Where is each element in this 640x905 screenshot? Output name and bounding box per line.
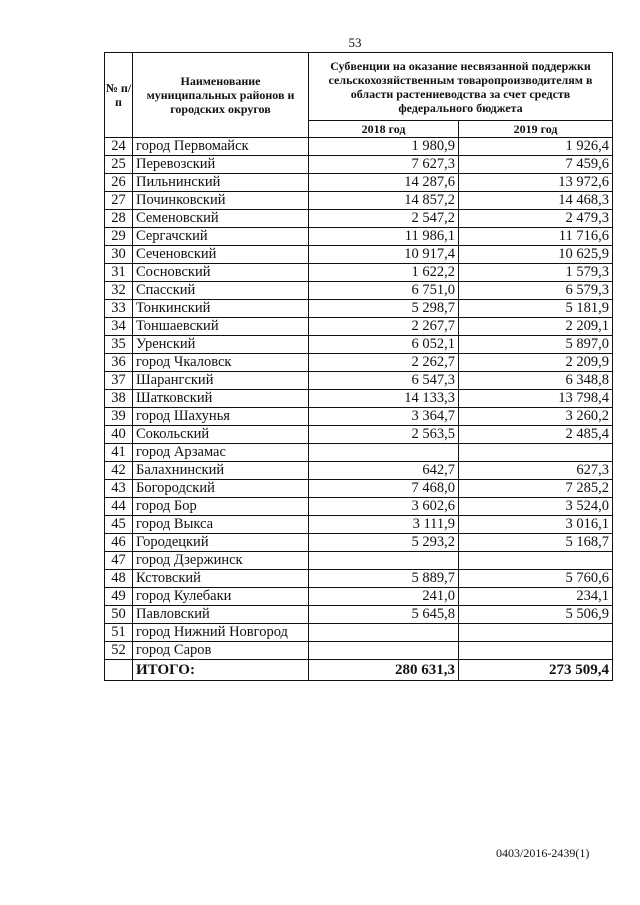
row-value-2018: 5 293,2: [309, 534, 459, 552]
table-row: [105, 480, 613, 498]
row-value-2018: 7 627,3: [309, 156, 459, 174]
table-row: [105, 606, 613, 624]
header-no: № п/п: [105, 53, 133, 138]
row-name: Уренский: [133, 336, 309, 354]
row-index: 50: [105, 606, 133, 624]
row-value-2018: 1 622,2: [309, 264, 459, 282]
row-value-2019: 3 524,0: [459, 498, 613, 516]
row-value-2019: [459, 444, 613, 462]
row-value-2019: 627,3: [459, 462, 613, 480]
row-name: Шарангский: [133, 372, 309, 390]
table-row: [105, 282, 613, 300]
row-value-2018: 11 986,1: [309, 228, 459, 246]
table-row: [105, 552, 613, 570]
row-index: 46: [105, 534, 133, 552]
row-index: 33: [105, 300, 133, 318]
row-name: Кстовский: [133, 570, 309, 588]
row-name: город Выкса: [133, 516, 309, 534]
row-name: Балахнинский: [133, 462, 309, 480]
row-value-2019: 2 209,1: [459, 318, 613, 336]
row-value-2019: 6 348,8: [459, 372, 613, 390]
row-value-2019: 5 506,9: [459, 606, 613, 624]
row-index: 43: [105, 480, 133, 498]
row-value-2018: 3 111,9: [309, 516, 459, 534]
total-2019: 273 509,4: [459, 660, 613, 681]
row-value-2018: 10 917,4: [309, 246, 459, 264]
row-index: 37: [105, 372, 133, 390]
row-name: Перевозский: [133, 156, 309, 174]
row-value-2018: 14 133,3: [309, 390, 459, 408]
row-value-2018: 2 563,5: [309, 426, 459, 444]
table-row: [105, 444, 613, 462]
row-value-2018: 7 468,0: [309, 480, 459, 498]
row-value-2018: 3 602,6: [309, 498, 459, 516]
row-name: Богородский: [133, 480, 309, 498]
row-value-2019: 11 716,6: [459, 228, 613, 246]
row-index: 38: [105, 390, 133, 408]
table-row: [105, 300, 613, 318]
total-label: ИТОГО:: [133, 660, 309, 681]
table-row: [105, 228, 613, 246]
row-value-2019: 13 798,4: [459, 390, 613, 408]
row-name: город Кулебаки: [133, 588, 309, 606]
row-value-2019: 14 468,3: [459, 192, 613, 210]
row-name: город Саров: [133, 642, 309, 660]
row-value-2018: 2 547,2: [309, 210, 459, 228]
row-value-2018: 5 889,7: [309, 570, 459, 588]
row-value-2019: [459, 624, 613, 642]
row-value-2019: 3 016,1: [459, 516, 613, 534]
table-row: [105, 426, 613, 444]
table-row: [105, 408, 613, 426]
row-name: Сеченовский: [133, 246, 309, 264]
row-index: 31: [105, 264, 133, 282]
total-row: [105, 660, 613, 681]
row-value-2019: 13 972,6: [459, 174, 613, 192]
row-value-2018: 6 751,0: [309, 282, 459, 300]
row-index: 42: [105, 462, 133, 480]
row-index: 28: [105, 210, 133, 228]
row-value-2019: 5 897,0: [459, 336, 613, 354]
table-row: [105, 498, 613, 516]
row-value-2019: 10 625,9: [459, 246, 613, 264]
row-value-2018: 642,7: [309, 462, 459, 480]
row-name: Шатковский: [133, 390, 309, 408]
row-index: 48: [105, 570, 133, 588]
row-value-2019: [459, 642, 613, 660]
row-value-2019: [459, 552, 613, 570]
row-index: 41: [105, 444, 133, 462]
row-name: Павловский: [133, 606, 309, 624]
row-index: 39: [105, 408, 133, 426]
row-value-2018: 2 267,7: [309, 318, 459, 336]
row-value-2019: 5 760,6: [459, 570, 613, 588]
total-2018: 280 631,3: [309, 660, 459, 681]
table-row: [105, 570, 613, 588]
row-name: город Первомайск: [133, 138, 309, 156]
row-name: Тоншаевский: [133, 318, 309, 336]
row-name: Починковский: [133, 192, 309, 210]
row-name: Городецкий: [133, 534, 309, 552]
table-row: [105, 372, 613, 390]
table-row: [105, 336, 613, 354]
row-index: 29: [105, 228, 133, 246]
row-value-2018: 5 645,8: [309, 606, 459, 624]
row-value-2019: 3 260,2: [459, 408, 613, 426]
row-name: Тонкинский: [133, 300, 309, 318]
row-value-2019: 1 926,4: [459, 138, 613, 156]
row-index: 24: [105, 138, 133, 156]
row-index: 27: [105, 192, 133, 210]
page-number: 53: [348, 35, 362, 50]
row-index: 40: [105, 426, 133, 444]
table-row: [105, 624, 613, 642]
row-index: 45: [105, 516, 133, 534]
row-value-2019: 234,1: [459, 588, 613, 606]
row-index: 51: [105, 624, 133, 642]
total-index: [105, 660, 133, 681]
row-name: Сергачский: [133, 228, 309, 246]
row-name: город Нижний Новгород: [133, 624, 309, 642]
row-index: 44: [105, 498, 133, 516]
header-year-2018: 2018 год: [309, 121, 459, 138]
row-name: город Чкаловск: [133, 354, 309, 372]
row-value-2018: [309, 552, 459, 570]
row-name: Пильнинский: [133, 174, 309, 192]
table-row: [105, 246, 613, 264]
table-row: [105, 210, 613, 228]
row-value-2018: [309, 444, 459, 462]
row-value-2019: 2 479,3: [459, 210, 613, 228]
row-index: 25: [105, 156, 133, 174]
row-value-2019: 2 485,4: [459, 426, 613, 444]
table-row: [105, 156, 613, 174]
row-index: 32: [105, 282, 133, 300]
row-value-2018: 6 547,3: [309, 372, 459, 390]
row-index: 47: [105, 552, 133, 570]
row-index: 49: [105, 588, 133, 606]
table-row: [105, 318, 613, 336]
table-row: [105, 462, 613, 480]
table-row: [105, 354, 613, 372]
row-value-2019: 7 459,6: [459, 156, 613, 174]
row-value-2018: [309, 624, 459, 642]
row-value-2019: 5 168,7: [459, 534, 613, 552]
table-row: [105, 264, 613, 282]
document-code: 0403/2016-2439(1): [496, 846, 590, 860]
row-value-2019: 5 181,9: [459, 300, 613, 318]
row-name: город Дзержинск: [133, 552, 309, 570]
table-row: [105, 516, 613, 534]
table-row: [105, 192, 613, 210]
row-value-2018: 14 287,6: [309, 174, 459, 192]
row-index: 35: [105, 336, 133, 354]
row-index: 26: [105, 174, 133, 192]
row-value-2019: 1 579,3: [459, 264, 613, 282]
table-row: [105, 534, 613, 552]
header-subsidy: Субвенции на оказание несвязанной поддержки сельскохозяйственным товаропроизводителям в области растениеводства за счет средств федерального бюджета: [309, 53, 613, 121]
row-name: город Арзамас: [133, 444, 309, 462]
table-row: [105, 390, 613, 408]
row-value-2018: 3 364,7: [309, 408, 459, 426]
row-index: 36: [105, 354, 133, 372]
row-value-2018: 241,0: [309, 588, 459, 606]
row-value-2018: 14 857,2: [309, 192, 459, 210]
row-value-2019: 6 579,3: [459, 282, 613, 300]
row-value-2019: 2 209,9: [459, 354, 613, 372]
header-name: Наименование муниципальных районов и городских округов: [133, 53, 309, 138]
row-value-2018: [309, 642, 459, 660]
row-name: Сосновский: [133, 264, 309, 282]
row-name: Семеновский: [133, 210, 309, 228]
row-index: 52: [105, 642, 133, 660]
row-name: Спасский: [133, 282, 309, 300]
row-index: 30: [105, 246, 133, 264]
row-value-2018: 6 052,1: [309, 336, 459, 354]
row-value-2018: 5 298,7: [309, 300, 459, 318]
table-row: [105, 642, 613, 660]
row-value-2018: 1 980,9: [309, 138, 459, 156]
row-index: 34: [105, 318, 133, 336]
row-name: Сокольский: [133, 426, 309, 444]
subsidy-table: [104, 52, 613, 681]
table-row: [105, 174, 613, 192]
table-row: [105, 138, 613, 156]
row-value-2018: 2 262,7: [309, 354, 459, 372]
row-name: город Бор: [133, 498, 309, 516]
row-value-2019: 7 285,2: [459, 480, 613, 498]
row-name: город Шахунья: [133, 408, 309, 426]
header-year-2019: 2019 год: [459, 121, 613, 138]
table-row: [105, 588, 613, 606]
